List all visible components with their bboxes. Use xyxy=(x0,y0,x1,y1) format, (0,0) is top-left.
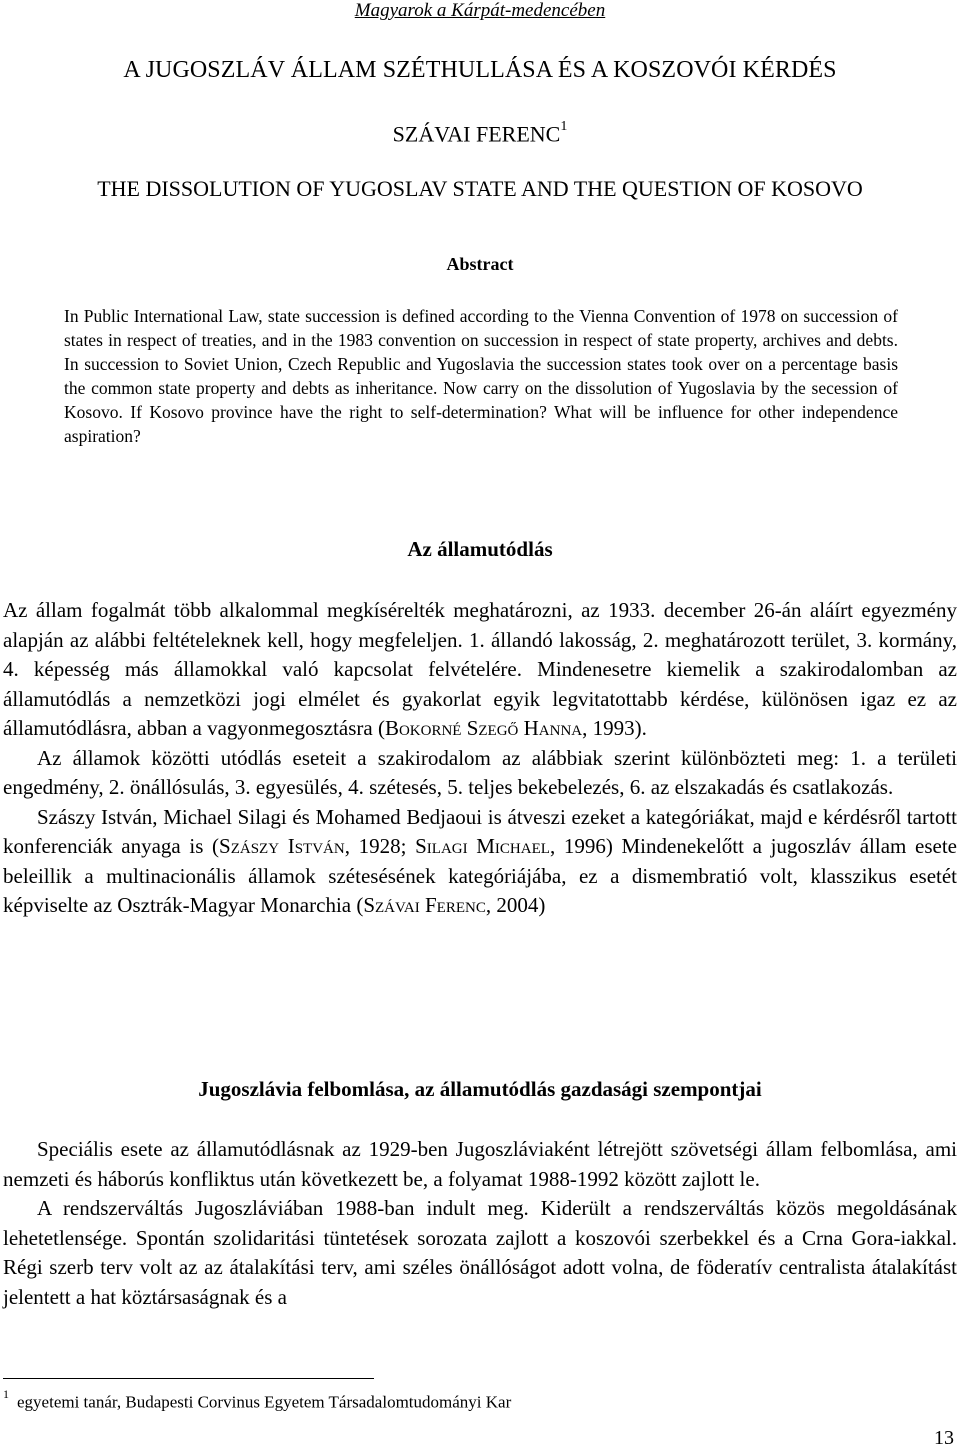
author-line xyxy=(0,117,960,147)
author-footnote-mark: 1 xyxy=(560,119,568,134)
footnote xyxy=(3,1386,903,1414)
footnote-mark: 1 xyxy=(3,1387,9,1401)
citation: Szávai Ferenc xyxy=(363,893,486,917)
citation: Bokorné Szegő Hanna xyxy=(384,716,583,740)
citation: Szászy István xyxy=(219,834,345,858)
author-name: SZÁVAI FERENC xyxy=(392,121,561,147)
paragraph-text: , 1928; xyxy=(344,834,416,858)
section-body-jugoszlavia xyxy=(3,1135,957,1312)
paragraph xyxy=(3,596,957,744)
paragraph: Az államok közötti utódlás eseteit a szakirodalom az alábbiak szerint különbözteti meg: 1. a területi engedmény, 2. önállósulás, 3. egyesülés, 4. szétesés, 5. teljes bekebelezés, 6. az elszakadás és csatlakozás. xyxy=(3,745,957,799)
section-body-allamutodlas xyxy=(3,596,957,921)
footnote-divider xyxy=(3,1378,374,1379)
citation: Silagi Michael xyxy=(415,834,550,858)
running-head: Magyarok a Kárpát-medencében xyxy=(354,0,606,21)
article-title: A JUGOSZLÁV ÁLLAM SZÉTHULLÁSA ÉS A KOSZOVÓI KÉRDÉS xyxy=(123,57,837,83)
paragraph-text: , 2004) xyxy=(485,893,546,917)
english-title: THE DISSOLUTION OF YUGOSLAV STATE AND THE QUESTION OF KOSOVO xyxy=(97,176,863,201)
paragraph: Speciális esete az államutódlásnak az 1929-ben Jugoszláviaként létrejött szövetségi állam felbomlása, ami nemzeti és háborús konfliktus után következett be, a folyamat 1988-1992 között zajlott le. xyxy=(3,1137,957,1191)
paragraph-text: , 1993). xyxy=(582,716,647,740)
abstract-heading: Abstract xyxy=(446,254,514,274)
footnote-text: egyetemi tanár, Budapesti Corvinus Egyetem Társadalomtudományi Kar xyxy=(17,1392,512,1412)
paragraph-text: , 1996) Mindenekelőtt a jugoszláv állam esete beleillik a multinacionális államok szétesésének kategóriájába, ez a dismembratió volt, klasszikus esetét képviselte az Osztrák-Magyar Monarchia ( xyxy=(3,834,957,917)
abstract-text: In Public International Law, state succession is defined according to the Vienna Convention of 1978 on succession of states in respect of treaties, and in the 1983 convention on succession in respect of state property, archives and debts. In succession to Soviet Union, Czech Republic and Yugoslavia the succession states took over on a percentage basis the common state property and debts as inheritance. Now carry on the dissolution of Yugoslavia by the secession of Kosovo. If Kosovo province have the right to self-determination? What will be influence for other independence aspiration? xyxy=(64,306,898,446)
paragraph-text: Az állam fogalmát több alkalommal megkísérelték meghatározni, az 1933. december 26-án aláírt egyezmény alapján az alábbi feltételeknek kell, hogy megfeleljen. 1. állandó lakosság, 2. meghatározott terület, 3. kormány, 4. képesség más államokkal való kapcsolat felvételére. Mindenesetre kiemelik a szakirodalomban az államutódlás a nemzetközi jogi elmélet és gyakorlat egyik legvitatottabb kérdése, különösen igaz ez az államutódlásra, abban a vagyonmegosztásra ( xyxy=(3,598,957,740)
page-number: 13 xyxy=(934,1427,954,1449)
section-heading-allamutodlas: Az államutódlás xyxy=(407,537,553,561)
section-heading-jugoszlavia: Jugoszlávia felbomlása, az államutódlás gazdasági szempontjai xyxy=(198,1077,762,1101)
paragraph: A rendszerváltás Jugoszláviában 1988-ban indult meg. Kiderült a rendszerváltás közös megoldásának lehetetlensége. Spontán szolidaritási tüntetések sorozata zajlott a koszovói szerbekkel és a Crna Gora-iakkal. Régi szerb terv volt az az átalakítási terv, ami széles önállóságot adott volna, de föderatív centralista átalakítást jelentett a hat köztársaságnak és a xyxy=(3,1196,957,1309)
paragraph-text: Szászy István, Michael Silagi és Mohamed Bedjaoui is átveszi ezeket a kategóriákat, majd e kérdésről tartott konferenciák anyaga is ( xyxy=(3,804,957,858)
paragraph xyxy=(3,803,957,921)
